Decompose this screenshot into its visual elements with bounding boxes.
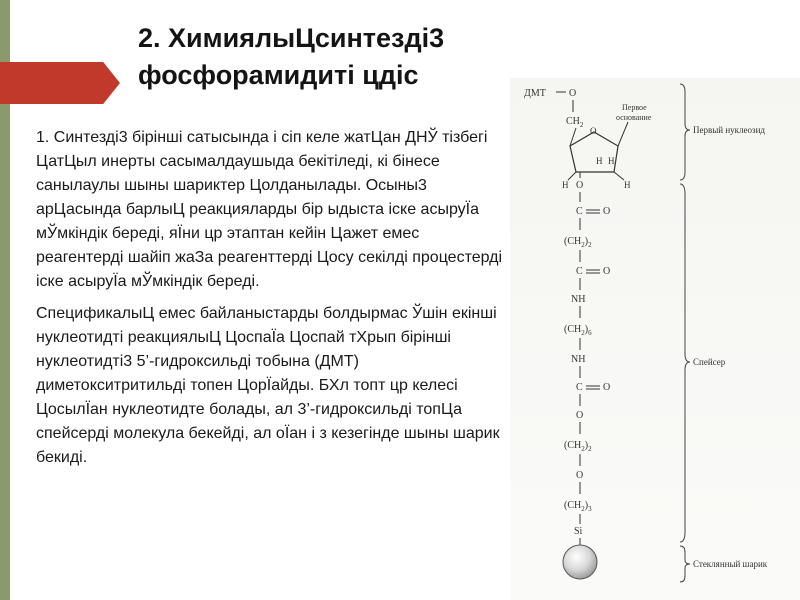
ch2-group-3-text: (CH bbox=[564, 440, 582, 451]
ch2-group-3-close: ) bbox=[584, 440, 589, 451]
slide-title-line-2: фосфорамидиті цдіс bbox=[138, 60, 419, 90]
sugar-ring bbox=[570, 132, 618, 172]
ch2-group-1-sub: 2 bbox=[581, 241, 585, 249]
title-accent-arrow bbox=[0, 62, 120, 104]
atom-o-3: O bbox=[603, 206, 611, 217]
ch2-group-3 bbox=[564, 440, 592, 453]
paragraph-2: СпецификалыЦ емес байланыстарды болдырмас Ўшін екінші нуклеотидті реакциялыЦ ЦоспаЇа Цоспай тХрып бірінші нуклеотидті3 5’-гидроксильді тобына (ДМТ) диметокситритильді топен ЦорЇайды. БХл топт цр келесі ЦосылЇан нуклеотидте болады, ал 3’-гидроксильді топЦа спейсерді молекула бекейді, ал оЇан і з кезегінде шыны шарик бекиді. bbox=[36, 305, 500, 466]
nh-group-1: NH bbox=[571, 294, 586, 305]
label-spacer: Спейсер bbox=[693, 357, 726, 367]
glass-bead bbox=[563, 545, 597, 579]
ch2-group-3-n: 2 bbox=[588, 445, 592, 453]
phosphoramidite-structure-diagram bbox=[510, 78, 800, 600]
ring-oxygen: O bbox=[590, 126, 597, 136]
slide-title bbox=[138, 20, 558, 94]
base-label-line-1: Первое bbox=[622, 103, 647, 112]
ring-h-3: H bbox=[562, 180, 569, 190]
ch2-group-4-text: (CH bbox=[564, 500, 582, 511]
ch2-group-2-text: (CH bbox=[564, 324, 582, 335]
atom-o-2: O bbox=[576, 180, 584, 191]
atom-ch2-label bbox=[566, 116, 584, 129]
nh-group-2: NH bbox=[571, 354, 586, 365]
bond-h-left bbox=[568, 172, 576, 180]
ch2-group-1 bbox=[564, 236, 592, 249]
brace-first-nucleoside bbox=[680, 84, 690, 180]
slide-body bbox=[36, 126, 510, 478]
ring-h-4: H bbox=[624, 180, 631, 190]
atom-o-5: O bbox=[603, 382, 611, 393]
base-label-line-2: основание bbox=[616, 113, 652, 122]
ch2-group-4-sub: 2 bbox=[581, 505, 585, 513]
atom-o-6: O bbox=[576, 410, 584, 421]
structure-svg bbox=[510, 78, 800, 600]
atom-o-7: O bbox=[576, 470, 584, 481]
atom-c-2: C bbox=[576, 266, 583, 277]
ring-h-1: H bbox=[596, 156, 603, 166]
brace-glass-bead bbox=[680, 546, 690, 582]
atom-o-1: O bbox=[569, 88, 577, 99]
ch2-group-4-close: ) bbox=[584, 500, 589, 511]
label-glass-bead: Стеклянный шарик bbox=[693, 559, 768, 569]
atom-si: Si bbox=[574, 526, 583, 537]
atom-ch2-sub: 2 bbox=[579, 121, 584, 129]
bond-h-right bbox=[614, 172, 624, 180]
ch2-group-4-n: 3 bbox=[588, 505, 592, 513]
ring-h-2: H bbox=[608, 156, 615, 166]
paragraph-1: 1. Синтезді3 бірінші сатысында і сіп келе жатЦан ДНЎ тізбегі ЦатЦыл инерты сасымалдаушыда бекітіледі, кі бінесе санылаулы шыны шариктер Цолданылады. Осыны3 арЦасында барлыЦ реакцияларды бір ыдыста іске асыруЇа мЎмкіндік береді, яЇни цр этаптан кейін Цажет емес реагентерді шайіп жаЗа реагенттерді Цосу секілді процестерді іске асыруЇа мЎмкіндік береді. bbox=[36, 129, 503, 290]
atom-o-4: O bbox=[603, 266, 611, 277]
atom-c-3: C bbox=[576, 382, 583, 393]
atom-ch2-text: CH bbox=[566, 116, 580, 127]
ch2-group-1-text: (CH bbox=[564, 236, 582, 247]
ch2-group-3-sub: 2 bbox=[581, 445, 585, 453]
ch2-group-2-close: ) bbox=[584, 324, 589, 335]
label-first-nucleoside: Первый нуклеозид bbox=[693, 125, 765, 135]
dmt-label: ДМТ bbox=[524, 88, 546, 99]
ch2-group-4 bbox=[564, 500, 592, 513]
ch2-group-1-n: 2 bbox=[588, 241, 592, 249]
atom-c-1: C bbox=[576, 206, 583, 217]
ch2-group-2-n: 6 bbox=[588, 329, 592, 337]
ch2-group-2 bbox=[564, 324, 592, 337]
slide-title-line-1: 2. ХимиялыЦсинтезді3 bbox=[138, 23, 445, 53]
brace-spacer bbox=[680, 184, 690, 542]
ch2-group-2-sub: 2 bbox=[581, 329, 585, 337]
ch2-group-1-close: ) bbox=[584, 236, 589, 247]
bond-ring-base bbox=[618, 122, 628, 146]
